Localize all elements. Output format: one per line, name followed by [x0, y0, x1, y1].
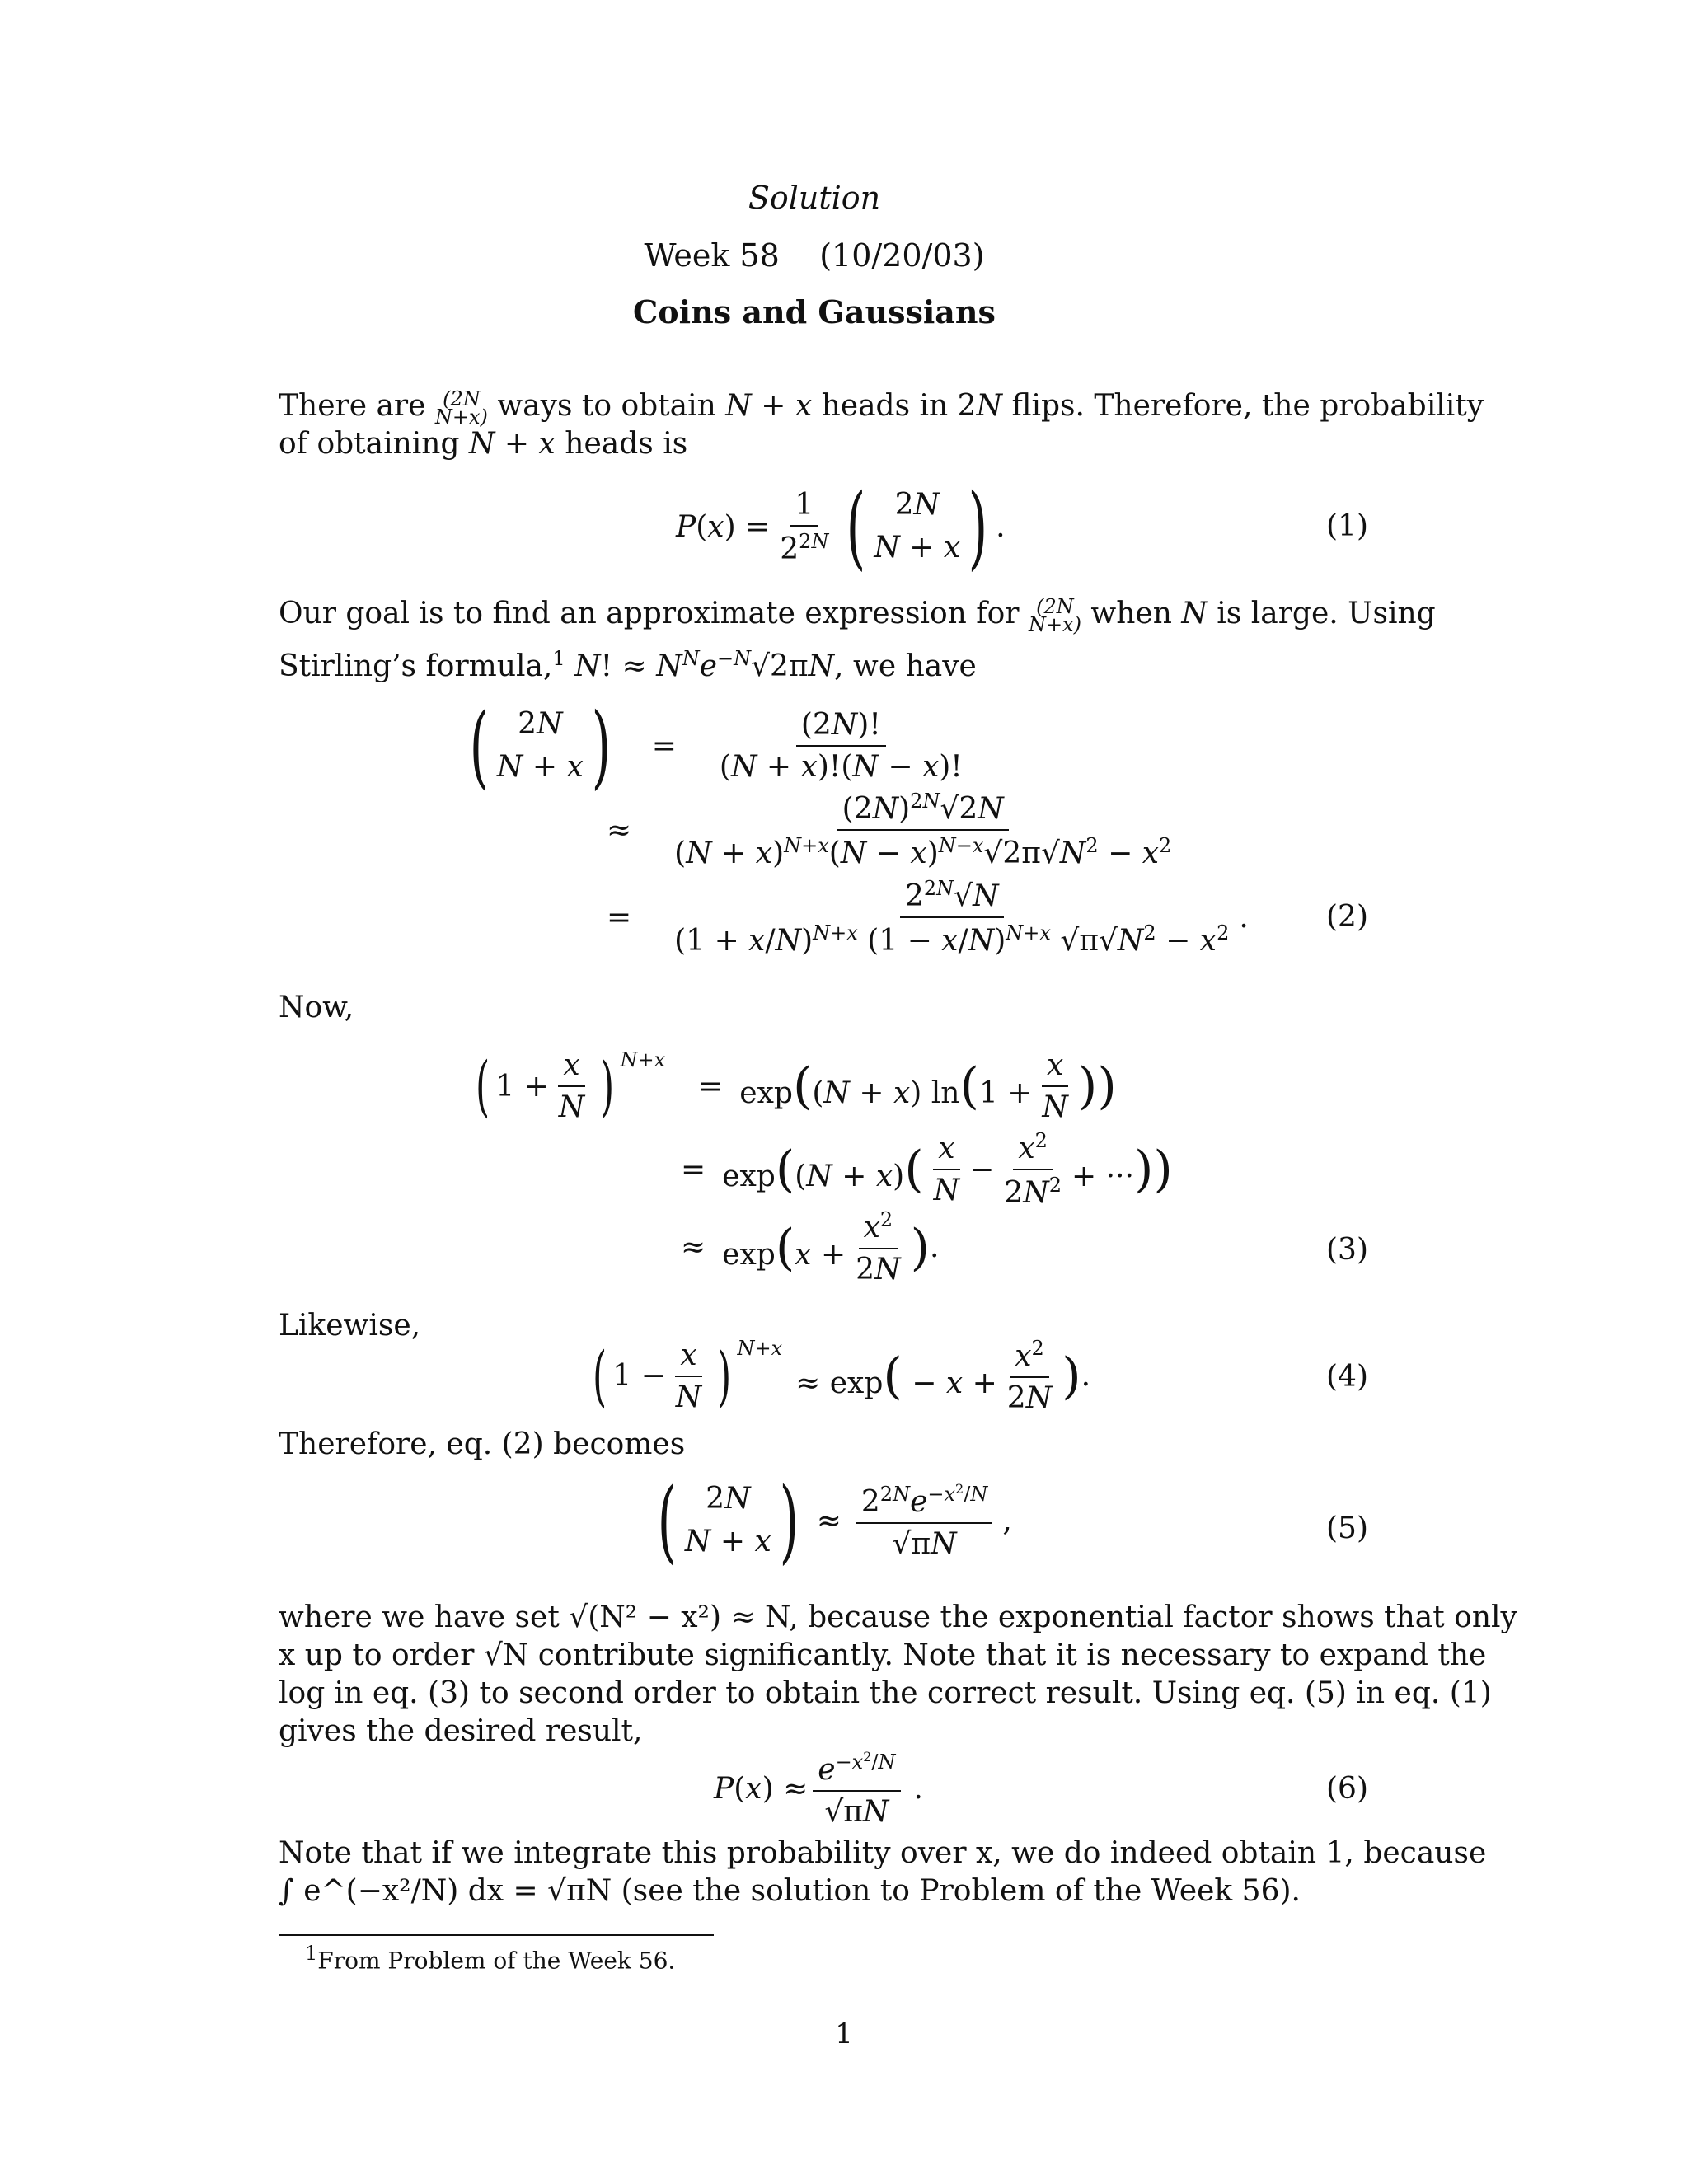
equation-number-3: (3): [1326, 1233, 1368, 1267]
paragraph-4-line-2: ∫ e^(−x²/N) dx = √πN (see the solution to Problem of the Week 56).: [279, 1874, 1301, 1908]
paragraph-3-line-4: gives the desired result,: [279, 1714, 643, 1748]
paragraph-1-line-1: There are (2N N+x) ways to obtain N + x heads in 2N flips. Therefore, the probability: [279, 387, 1484, 429]
now-text: Now,: [279, 991, 354, 1024]
paragraph-3-line-3: log in eq. (3) to second order to obtain the correct result. Using eq. (5) in eq. (1): [279, 1676, 1492, 1710]
footnote-text: From Problem of the Week 56.: [317, 1947, 676, 1975]
equation-3-line-3: ≈ exp(x + $\frac{x^2}{2N}$ ) .: [681, 1208, 940, 1286]
equation-2-line-1: ( 2N N + x ) = $\frac{(2N)!}{(N + x)!(N - x)!}$: [469, 693, 963, 799]
equation-number-5: (5): [1326, 1511, 1368, 1545]
paragraph-2-line-1: Our goal is to find an approximate expression for (2N N+x) when N is large. Using: [279, 595, 1436, 636]
equation-number-2: (2): [1326, 900, 1368, 934]
equation-2-line-3: = $\frac{2^{2N}√N}{(1 + x/N)^{N+x} (1 - x/N)^{N+x} √\pi√N^2 - x^2}$ .: [607, 877, 1249, 958]
equation-number-6: (6): [1326, 1772, 1368, 1806]
therefore-text: Therefore, eq. (2) becomes: [279, 1427, 686, 1461]
equation-2-line-2: ≈ $\frac{(2N)^{2N}√2N}{(N + x)^{N+x}(N - x)^{N-x}√2\pi√N^2 - x^2}$: [607, 790, 1172, 870]
page-number: 1: [835, 2018, 853, 2050]
paragraph-4-line-1: Note that if we integrate this probability over x, we do indeed obtain 1, because: [279, 1836, 1487, 1870]
week-date-line: [0, 237, 1629, 274]
footnote-mark: 1: [305, 1942, 318, 1965]
likewise-text: Likewise,: [279, 1309, 421, 1343]
paragraph-3-line-2: x up to order √N contribute significantly. Note that it is necessary to expand the: [279, 1638, 1487, 1672]
equation-number-4: (4): [1326, 1360, 1368, 1394]
footnote: [305, 1942, 675, 1974]
equation-6: P (x) ≈ $\frac{e^{-x^2/N}}{√\pi N}$ .: [714, 1749, 923, 1829]
paragraph-3-line-1: where we have set √(N² − x²) ≈ N, because the exponential factor shows that only: [279, 1601, 1517, 1634]
equation-4: ( 1 − $\frac{x}{N}$ ) N+x ≈ exp( − x + $\frac{x^2}{2N}$ ) .: [593, 1337, 1091, 1415]
paragraph-1-line-2: of obtaining N + x heads is: [279, 427, 688, 461]
footnote-rule: [279, 1934, 714, 1936]
week-label: Week 58: [644, 237, 780, 274]
equation-1: P (x) = $\frac{1}{2^{2N}}$ ( 2N N + x ) .: [676, 474, 1006, 579]
paragraph-2-line-2: Stirling’s formula,$^1$ N! ≈ $N^Ne^{-N}√2\pi N$, we have: [279, 647, 977, 683]
equation-number-1: (1): [1326, 509, 1368, 543]
equation-5: ( 2N N + x ) ≈ $\frac{2^{2N}e^{-x^2/N}}{√\pi N}$ ,: [657, 1468, 1012, 1573]
page-title: Coins and Gaussians: [633, 293, 996, 330]
solution-label: Solution: [748, 180, 881, 216]
date-label: (10/20/03): [819, 237, 985, 274]
equation-3-line-2: = exp((N + x)( $\frac{x}{N}$ − $\frac{x^2}{2N^2}$ + ···)): [681, 1129, 1173, 1210]
equation-3-line-1: ( 1 + $\frac{x}{N}$ ) N+x = exp((N + x) ln(1 + $\frac{x}{N}$ )): [476, 1047, 1117, 1124]
